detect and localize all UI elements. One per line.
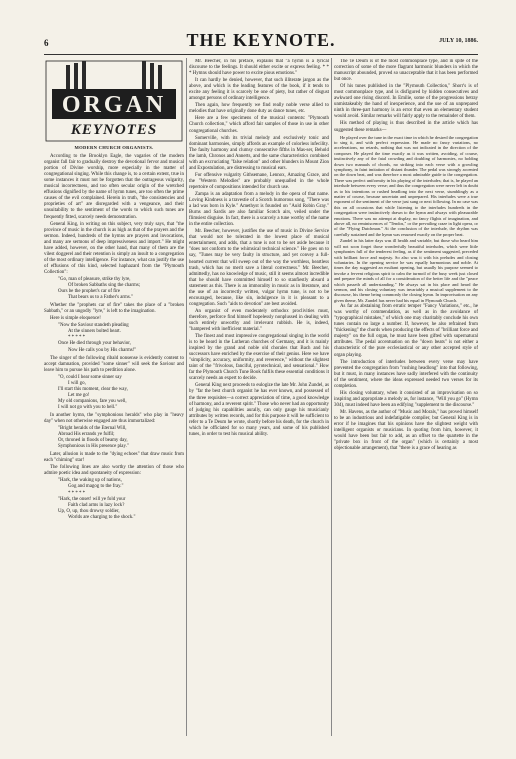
paragraph: Whether the "prophets car of fire" takes the place of a "broken Sabbath," or an ungodly "lyre," is left to the imagination.	[44, 303, 184, 315]
poem-line: Up, O, up, thou drowsy soldier,	[58, 508, 120, 514]
poem-line: "Bright heralds of the Eternal Will,	[58, 426, 127, 432]
paragraph: In another hymn, the "symphonious heralds" who play in "heavy day" when not otherwise engaged are thus immortalized:	[44, 412, 184, 425]
page-number: 6	[44, 38, 49, 48]
poem-line: Once He died through your behavior,	[58, 341, 131, 347]
paragraph: Here are a few specimens of the musical contents: "Plymouth Church collection," which afford fair samples of those in use in other congregational churches.	[189, 116, 329, 134]
column-2	[189, 59, 329, 739]
paragraph: His method of playing is thus described in the article which has suggested these remarks—	[334, 121, 478, 133]
paragraph: The introduction of interludes between every verse may have prevented the congregation from "rushing headlong" into that following, but it must, in many instances have sadly interfered with the continuity of the sentiment, where the ideas expressed needed two verses for its completion.	[334, 359, 478, 389]
poem-line: * * * * *	[68, 490, 86, 496]
poem-quote-3	[58, 375, 184, 411]
poem-line: Of broken Sabbaths sing the charms;	[68, 283, 141, 289]
poem-quote-4	[58, 426, 184, 450]
paragraph: The following lines are also worthy the attention of those who admire poetic idea and spontaneity of expression:	[44, 465, 184, 477]
column-divider	[186, 58, 187, 736]
paragraph: Somerville, with its trivial melody and exclusively tonic and dominant harmonies, simply affords an example of colorless infecility. The faulty harmony and clumsy consecutive fifths in Mas-ser, Behold the lamb, Chronos and Annerts, and the same characteristics combined with an excruciating "false relation" and other blunders in Mount Zion and Expostulation, are distressing to musical ears.	[189, 135, 329, 171]
poem-line: Now He calls you by His charms!"	[68, 347, 137, 353]
column-3	[334, 59, 478, 739]
paragraph: Later, allusion is made to the "dying echoes" that draw music from each "chiming" star!	[44, 452, 184, 464]
paragraph: According to the Brooklyn Eagle, the vagaries of the modern organist fall fair to gradually destroy the devotional fervor and musical portion of Divine worship, more especially in the matter of congregational singing. While this change is, to a certain extent, true in some instances it must not be forgotten that the outrageous vulgarity, musical incorrectness, and too often secular origin of the wretched effusions dignified by the name of hymn tunes, are too often the prime causes of the evil complained. Herein in truth, "the consistencies and proprieties of art" are disregarded with a vengeance, and their unsuitability to the sentiment of the words to which such tunes are frequently fitted, scarcely needs demonstration.	[44, 154, 184, 220]
paragraph: An organist of even moderately orthodox proclivities must, therefore, perforce find himself hopelessly nonplussed in dealing with such entirely unworthy and irrelevant rubbish. He is, indeed, "hampered with inefficient material."	[189, 308, 329, 333]
paragraph: Zampa is an adaptation from a melody in the opera of that name. Loving Kindness is a travestie of a Scotch humorous song, "There was a lad was born in Kyle." Amethyst is founded on "Auld Robin Gray." Burns and Sardis are also familiar Scotch airs, veiled under the flimsiest disguise. In fact, there is a scarcely a tune worthy of the name in the entire collection.	[189, 191, 329, 228]
poem-line: Worlds are charging to the shock."	[68, 514, 136, 520]
poem-line: "O, could I hear some sinner say	[58, 374, 122, 380]
poem-line: Let me go!	[68, 392, 90, 398]
poem-line: I'll start this moment, clear the way,	[58, 386, 128, 392]
paragraph: The Te Deum is of the most commonplace type, and in spite of the correction of some of the more flagrant harmonic blunders in which the manuscript abounded, proved so unacceptable that it has been performed but once.	[334, 59, 478, 83]
organ-keynotes-logo	[44, 59, 184, 143]
paragraph: Mr. Beecher, in his preface, explains that "a hymn is a lyrical discourse to the feelings. It should either excite or express feeling. * * * Hymns should have power to excite pious emotions."	[189, 59, 329, 77]
quoted-passage: He played over the tune in the exact time in which he desired the congregation to sing it, and with perfect expression. He made no fancy variations, no accelerations, no retards, nothing that was not indicated in the direction of the composer. He played the time exactly as it was written, avoiding, of course, instinctively any of the fatal crowding and doubling of harmonies, no holding down two manuals of chords, no striking into each verse with a growling symphony, in faint imitation of distant thunder. The pedal was strongly accented on the down beat, and was therefore a most admirable guide to the congregation. There was perfect uniformity in his playing of the interludes; that is, he played an interlude between every verse; and thus the congregation were never left in doubt as to his intentions or rushed headlong into the next verse, stumblingly as a matter of course, because uncertain and unprepared. His interludes were a true exponent of the sentiment of the verse just sung or next following. In no case was this on all occasions that while listening to the interludes hundreds in the congregation were instinctively drawn to the hymn and always with pleasurable emotions. There was no attempt at display, no fancy flights of imagination, and above all, no reminiscences of "Tendos," or the prevailing craze in light opera, or of the "Flying Dutchman." At the conclusion of the interlude, the rhythm was carefully sustained and the hymn was resumed exactly on the proper beat.	[334, 134, 478, 237]
paragraph: Of his tunes published in the "Plymouth Collection," Shorr's is of most commonplace type, and is disfigured by hidden consecutives and awkward one rising discord. In Emilie, some of the progressions betray unmistakeably the hand of inexperience, and the use of an unprepared ninth in three-part harmony is an error that even an elementary student would avoid. Similar remarks will fairly apply to the remainder of them.	[334, 84, 478, 120]
issue-date: JULY 10, 1886.	[439, 38, 478, 44]
poem-quote-2	[58, 323, 184, 353]
poem-line: "Now the Saviour standeth pleading	[58, 323, 129, 329]
poem-line: I will not go with you to hell."	[58, 404, 118, 410]
poem-line: My old companions, fare you well,	[58, 398, 127, 404]
paragraph: Here is simple eloquence!	[50, 316, 101, 322]
poem-line: * * * * *	[68, 335, 86, 341]
paragraph: Mr. Havens, as the author of "Music and Morals," has proved himself to be an industrious and indefatigable compiler, but General King is in error if he imagines that his opinions have the slightest weight with intelligent organists or musicians. In quoting from him, however, it would have been but fair to add, as an offset to the quartette in the "private box in front of the organ" (which is certainly a most objectionable arrangement), that "there is a grace of hearing as	[334, 409, 478, 452]
paragraph: His closing voluntary, when it consisted of an improvisation on so inspiring and appropriate a melody as, for instance, "Will you go" (Hymn 304), must indeed have been an edifying "supplement to the discourse."	[334, 390, 478, 408]
poem-line: Faith clad arms in lazy lock?	[68, 502, 125, 508]
poem-quote-1	[58, 277, 184, 301]
poem-line: "Hark, the onset! will ye fold your	[58, 496, 126, 502]
paragraph: The finest and most impressive congregational singing in the world is to be heard in the Lutheran churches of Germany, and it is mainly inspired by the grand and noble old chorales that Bach and his successors have enriched by the exercise of their genius. Here we have "simplicity, accuracy, uniformity, and reverence," without the slightest taint of the "frivolous, fanciful, pyrotechnical, and sensational." How far the Plymouth Church Tune Book fulfils these essential conditions it scarcely needs an expert to decide.	[189, 334, 329, 382]
header-rule	[44, 54, 478, 55]
paragraph: It can hardly be denied, however, that such illiterate jargon as the above, and which is the leading features of the book, if it tends to excite any feeling it is scarcely be one of piety, but rather of disgust amongst persons of ordinary intelligence.	[189, 78, 329, 102]
column-divider	[331, 58, 332, 736]
paragraph: The singer of the following ribald nonsense is evidently content to accept damnation, provided "some sinner" will seek the Saviour and leave him to pursue his path to perdition alone.	[44, 355, 184, 373]
poem-line: Or, throned in floods of beamy day,	[58, 438, 128, 444]
poem-line: Gog and magog to the fray."	[68, 484, 124, 490]
page-header	[44, 30, 478, 52]
poem-line: "Go, man of pleasure, strike thy lyre,	[58, 276, 131, 282]
poem-line: "Hark, the waking up of nations,	[58, 478, 122, 484]
paragraph: Then again, how frequently we find really noble verse allied to melodies that have originally done duty as dance tunes, etc.	[189, 103, 329, 115]
poem-line: I will go,	[68, 380, 86, 386]
paragraph: General King, in writing on this subject, very truly says, that "the province of music in the church is as high as that of the prayers and the sermon. Indeed, hundreds of the hymns are prayers and invocations, and many are sermons of deep impressiveness and import." He might have added, however, on the other hand, that many of them are the vilest doggerel and their retention is simply an insult to a congregation of the most ordinary intelligence. For instance, what can justify the use of effusions of this kind, selected haphazard from the "Plymouth Collection":	[44, 221, 184, 275]
logo-word-keynotes: KEYNOTES	[70, 122, 158, 138]
section-caption: MODERN CHURCH ORGANISTS.	[74, 145, 154, 150]
logo-word-organ: ORGAN	[61, 92, 167, 118]
poem-line: Abroad His errands ye fulfil;	[58, 432, 115, 438]
paragraph: Mr. Beecher, however, justifies the use of music in Divine Service that would not be tolerated in the lowest place of musical entertainment, and adds, that a tune is not to be set aside because it "does not conform to the whimsical technical science." He goes on to say, "Tunes may be very faulty in structure, and yet convey a full-hearted current that will sweep out of the way the worthless, heartless trash, which has no merit save a literal correctness." Mr. Beecher, admittedly, has no knowledge of music, still it seems almost incredible that he should have committed himself to so stanfiestly absurd a statement as this. There is an immorality in music as in literature, and the use of an incorrectly written, vulgar hymn tune, is not to be encouraged, because, like sin, indulgence in it is pleasant to a congregation. Such "aids to devotion" are best avoided.	[189, 229, 329, 307]
paragraph: As far as abstaining from erratic temper "Fancy Variations," etc., he was worthy of commendation, as well as in the avoidance of "typographical mistakes," of which one may charitably conclude his own tunes contain no large a number. If, however, he also refrained from "thickening" the chords when producing the effects of "brilliant force and majesty" on the full organ, he must have been gifted with supernatural attributes. The pedal accentuation on the "down beats" is not either a characteristic of the pure ecclesiastical or any other accepted style of organ playing.	[334, 304, 478, 358]
poem-line: At the sinners bolted heart.	[68, 329, 121, 335]
poem-line: Ours be the prophet's car of fire	[58, 289, 120, 295]
paragraph: For offensive vulgarity Githsemane, Lennox, Amazing Grace, and the "Western Melodies" are probably unequalled in the whole repertoire of compositions intended for church use.	[189, 172, 329, 190]
paragraph: General King next proceeds to eulogize the late Mr. John Zundel, as by "far the best church organist he has ever known, and possessed of the three requisites—a correct appreciation of time, a good knowledge of harmony, and a reverent spirit." Those who never had an opportunity of judging his capabilities aurally, can only gauge his musicianly attributes by written records, and for this purpose it will be sufficient to refer to a Te Deum he wrote, shortly before his death, for the church in which he officiated for so many years, and some of his published tunes, in order to test his musical ability.	[189, 383, 329, 437]
quoted-passage: Zundel in his latter days was ill health and variable, but those who heard him will not soon forget those wonderfully beautiful interludes, which were little symphonies full of the tenderest feeling, as if the sentiment suggested, preceded with brilliant force and majesty. So also was it with his preludes and closing voluntaries. In the opening service he was equally harmonious and noble. At times the day suggested an exultant opening, but usually his purpose seemed to invoke a fervent religious spirit to calm the turmoil of the busy week just closed and prepare the minds of all for a consideration of the better life and the "peace which passeth all understanding." He always sat in his place and heard the sermon, and his closing voluntary was invariably a musical supplement to the discourse, his theme being commonly the closing hymn. In improvisation on any given theme, Mr. Zundel has never had his equal in Plymouth Church.	[334, 238, 478, 303]
poem-line: Symphonious in His presence play."	[58, 444, 129, 450]
masthead: THE KEYNOTE.	[186, 30, 336, 50]
column-1	[44, 59, 184, 739]
poem-line: That bears us to a Father's arms."	[68, 295, 133, 301]
poem-quote-5	[58, 478, 184, 520]
